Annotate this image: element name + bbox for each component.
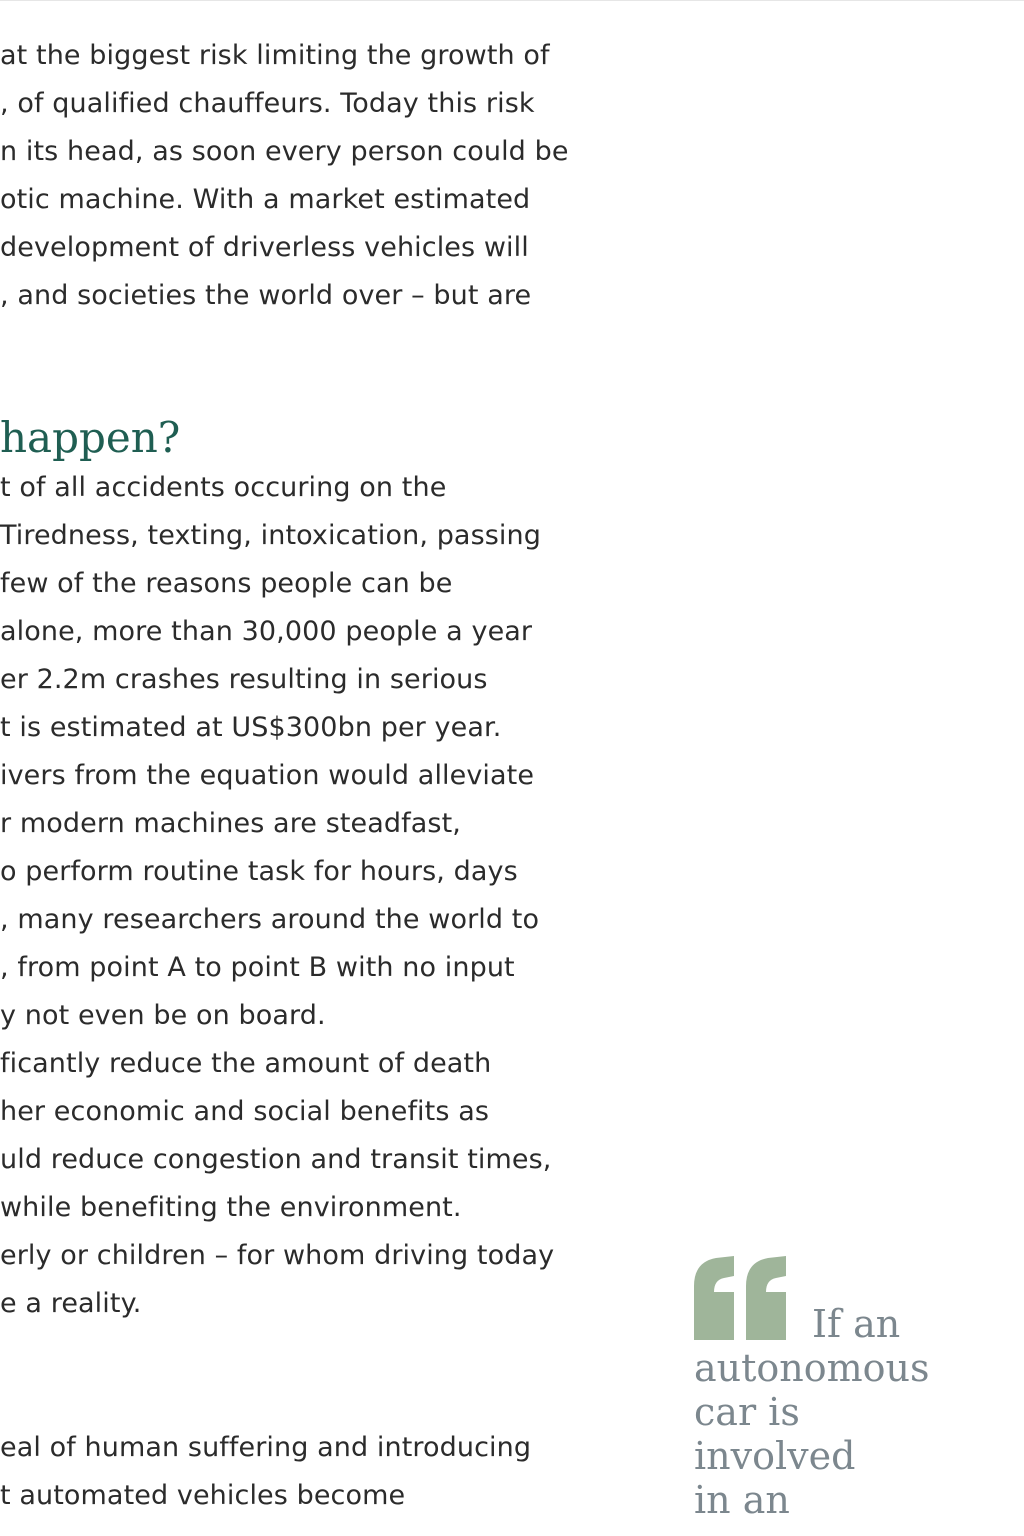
section-line-7: ivers from the equation would alleviate [0,760,535,791]
closing-line-1: eal of human suffering and introducing [0,1432,532,1463]
intro-line-6: , and societies the world over – but are [0,280,532,311]
pull-quote-line-5: in an [694,1478,790,1522]
section-line-17: erly or children – for whom driving today [0,1240,555,1271]
intro-line-2: , of qualified chauffeurs. Today this risk [0,88,535,119]
section-line-18: e a reality. [0,1288,142,1319]
section-line-8: r modern machines are steadfast, [0,808,461,839]
pull-quote-line-4: involved [694,1434,856,1478]
section-line-5: er 2.2m crashes resulting in serious [0,664,488,695]
section-line-16: while benefiting the environment. [0,1192,462,1223]
intro-line-3: n its head, as soon every person could be [0,136,569,167]
top-divider [0,0,1024,1]
section-line-14: her economic and social benefits as [0,1096,490,1127]
section-line-10: , many researchers around the world to [0,904,540,935]
section-line-1: t of all accidents occuring on the [0,472,447,503]
section-line-11: , from point A to point B with no input [0,952,515,983]
section-line-4: alone, more than 30,000 people a year [0,616,533,647]
section-line-2: Tiredness, texting, intoxication, passing [0,520,541,551]
intro-line-5: development of driverless vehicles will [0,232,529,263]
intro-line-4: otic machine. With a market estimated [0,184,531,215]
section-heading: happen? [0,413,181,462]
section-line-12: y not even be on board. [0,1000,326,1031]
intro-line-1: at the biggest risk limiting the growth of [0,40,550,71]
section-line-3: few of the reasons people can be [0,568,453,599]
pull-quote-line-1: If an [812,1302,901,1346]
pull-quote-line-3: car is [694,1390,800,1434]
section-line-15: uld reduce congestion and transit times, [0,1144,552,1175]
closing-line-2: t automated vehicles become [0,1480,406,1511]
quote-mark-icon [694,1256,790,1340]
section-line-13: ficantly reduce the amount of death [0,1048,492,1079]
section-line-9: o perform routine task for hours, days [0,856,518,887]
pull-quote-line-2: autonomous [694,1346,930,1390]
section-line-6: t is estimated at US$300bn per year. [0,712,502,743]
